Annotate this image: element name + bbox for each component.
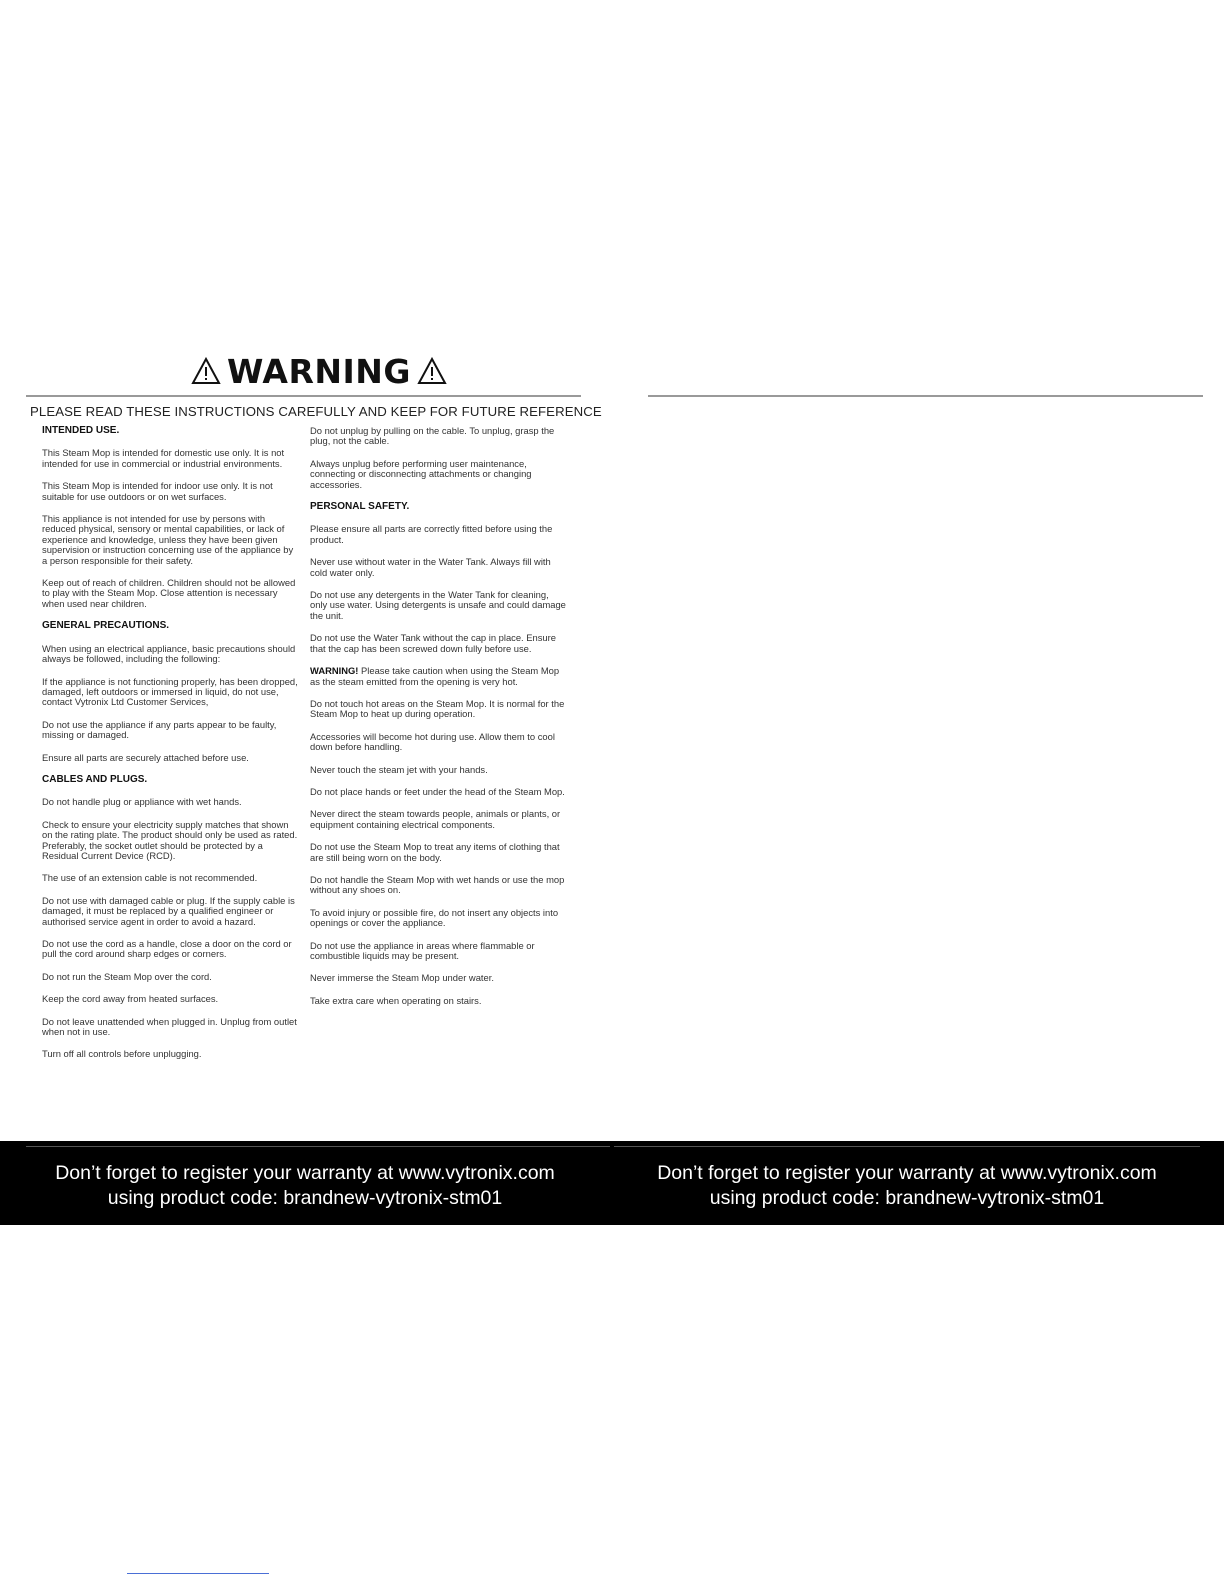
- instruction-paragraph: Do not use any detergents in the Water Tank for cleaning, only use water. Using detergents is unsafe and could damage the unit.: [310, 589, 566, 621]
- product-code-line: using product code: brandnew-vytronix-stm01: [107, 1187, 503, 1209]
- instruction-paragraph: Do not use the cord as a handle, close a door on the cord or pull the cord around sharp edges or corners.: [42, 938, 292, 960]
- instruction-paragraph: Do not use the Water Tank without the cap in place. Ensure that the cap has been screwed down fully before use.: [310, 632, 556, 654]
- instruction-paragraph: Do not use the Steam Mop to treat any items of clothing that are still being worn on the body.: [310, 841, 560, 863]
- instruction-paragraph: Take extra care when operating on stairs.: [310, 994, 482, 1006]
- section-heading: PERSONAL SAFETY.: [310, 501, 410, 513]
- instruction-paragraph: Do not use the appliance in areas where flammable or combustible liquids may be present.: [310, 939, 535, 961]
- instruction-paragraph: This Steam Mop is intended for domestic use only. It is not intended for use in commercial or industrial environments.: [42, 447, 285, 469]
- instruction-paragraph: Do not use with damaged cable or plug. If the supply cable is damaged, it must be replaced by a qualified engineer or authorised service agent in order to avoid a hazard.: [42, 894, 295, 927]
- footer-bar: [0, 1141, 1224, 1225]
- section-heading: INTENDED USE.: [42, 425, 120, 436]
- instruction-paragraph: Keep the cord away from heated surfaces.: [42, 993, 219, 1005]
- instruction-paragraph: Do not place hands or feet under the head of the Steam Mop.: [310, 785, 565, 797]
- warranty-line: Don’t forget to register your warranty at www.vytronix.com: [55, 1162, 555, 1184]
- instruction-paragraph: Accessories will become hot during use. Allow them to cool down before handling.: [310, 730, 555, 753]
- instruction-paragraph: This appliance is not intended for use by persons with reduced physical, sensory or mental capabilities, or lack of experience and knowledge, unless they have been given supervision or instruction concerning use of the appliance by a person responsible for their safety.: [42, 513, 294, 566]
- warranty-notice-left: [25, 1161, 585, 1211]
- instruction-paragraph: The use of an extension cable is not recommended.: [42, 872, 258, 884]
- footer-divider: [26, 1146, 610, 1147]
- warning-triangle-icon: [191, 357, 221, 385]
- instruction-paragraph: To avoid injury or possible fire, do not insert any objects into openings or cover the appliance.: [310, 906, 559, 929]
- instruction-paragraph: Please ensure all parts are correctly fitted before using the product.: [310, 523, 553, 545]
- product-code-line: using product code: brandnew-vytronix-stm01: [709, 1187, 1105, 1209]
- section-heading: GENERAL PRECAUTIONS.: [42, 620, 170, 632]
- instruction-paragraph: If the appliance is not functioning properly, has been dropped, damaged, left outdoors or immersed in liquid, do not use, contact Vytronix Ltd Customer Services,: [42, 675, 298, 708]
- warning-title: [26, 350, 612, 392]
- divider-left: [26, 395, 581, 397]
- instruction-paragraph: Never immerse the Steam Mop under water.: [310, 972, 494, 984]
- instruction-paragraph: This Steam Mop is intended for indoor use only. It is not suitable for use outdoors or on wet surfaces.: [42, 480, 273, 502]
- warranty-notice-right: [627, 1161, 1187, 1211]
- paragraph-text: Please take caution when using the Steam Mop as the steam emitted from the opening is very hot.: [310, 665, 560, 687]
- warning-lead: WARNING!: [310, 665, 359, 677]
- instructions-subtitle: PLEASE READ THESE INSTRUCTIONS CAREFULLY AND KEEP FOR FUTURE REFERENCE: [30, 404, 602, 419]
- instruction-paragraph: When using an electrical appliance, basic precautions should always be followed, including the following:: [42, 642, 296, 665]
- footer-divider: [614, 1146, 1200, 1147]
- instruction-paragraph: Always unplug before performing user maintenance, connecting or disconnecting attachments or changing accessories.: [310, 457, 532, 490]
- divider-right: [648, 395, 1203, 397]
- warning-triangle-icon: [417, 357, 447, 385]
- instruction-paragraph: Do not leave unattended when plugged in. Unplug from outlet when not in use.: [42, 1015, 297, 1038]
- section-heading: CABLES AND PLUGS.: [42, 773, 148, 785]
- instruction-paragraph: Check to ensure your electricity supply matches that shown on the rating plate. The product should only be used as rated. Preferably, the socket outlet should be protected by a Residual Current Device (RCD).: [42, 818, 298, 861]
- instruction-paragraph: Do not run the Steam Mop over the cord.: [42, 970, 212, 982]
- instruction-paragraph: Do not use the appliance if any parts appear to be faulty, missing or damaged.: [42, 718, 277, 741]
- instruction-paragraph: Never use without water in the Water Tank. Always fill with cold water only.: [310, 556, 551, 578]
- left-column: [42, 426, 300, 1072]
- instruction-paragraph: Ensure all parts are securely attached before use.: [42, 751, 249, 763]
- link-underline: [127, 1573, 269, 1574]
- right-column: [310, 426, 566, 1018]
- instruction-paragraph: Keep out of reach of children. Children should not be allowed to play with the Steam Mop. Close attention is necessary when used near children.: [42, 577, 296, 609]
- instruction-paragraph: Do not handle plug or appliance with wet hands.: [42, 796, 242, 808]
- instruction-paragraph: Turn off all controls before unplugging.: [42, 1048, 202, 1060]
- warranty-line: Don’t forget to register your warranty at www.vytronix.com: [657, 1162, 1157, 1184]
- warning-title-text: WARNING: [227, 351, 411, 391]
- instruction-paragraph: Do not handle the Steam Mop with wet hands or use the mop without any shoes on.: [310, 873, 565, 896]
- warning-paragraph: [310, 666, 566, 687]
- instruction-paragraph: Do not unplug by pulling on the cable. To unplug, grasp the plug, not the cable.: [310, 425, 555, 447]
- instruction-paragraph: Do not touch hot areas on the Steam Mop. It is normal for the Steam Mop to heat up during operation.: [310, 697, 565, 720]
- instruction-paragraph: Never direct the steam towards people, animals or plants, or equipment containing electrical components.: [310, 808, 561, 830]
- instruction-paragraph: Never touch the steam jet with your hands.: [310, 763, 488, 775]
